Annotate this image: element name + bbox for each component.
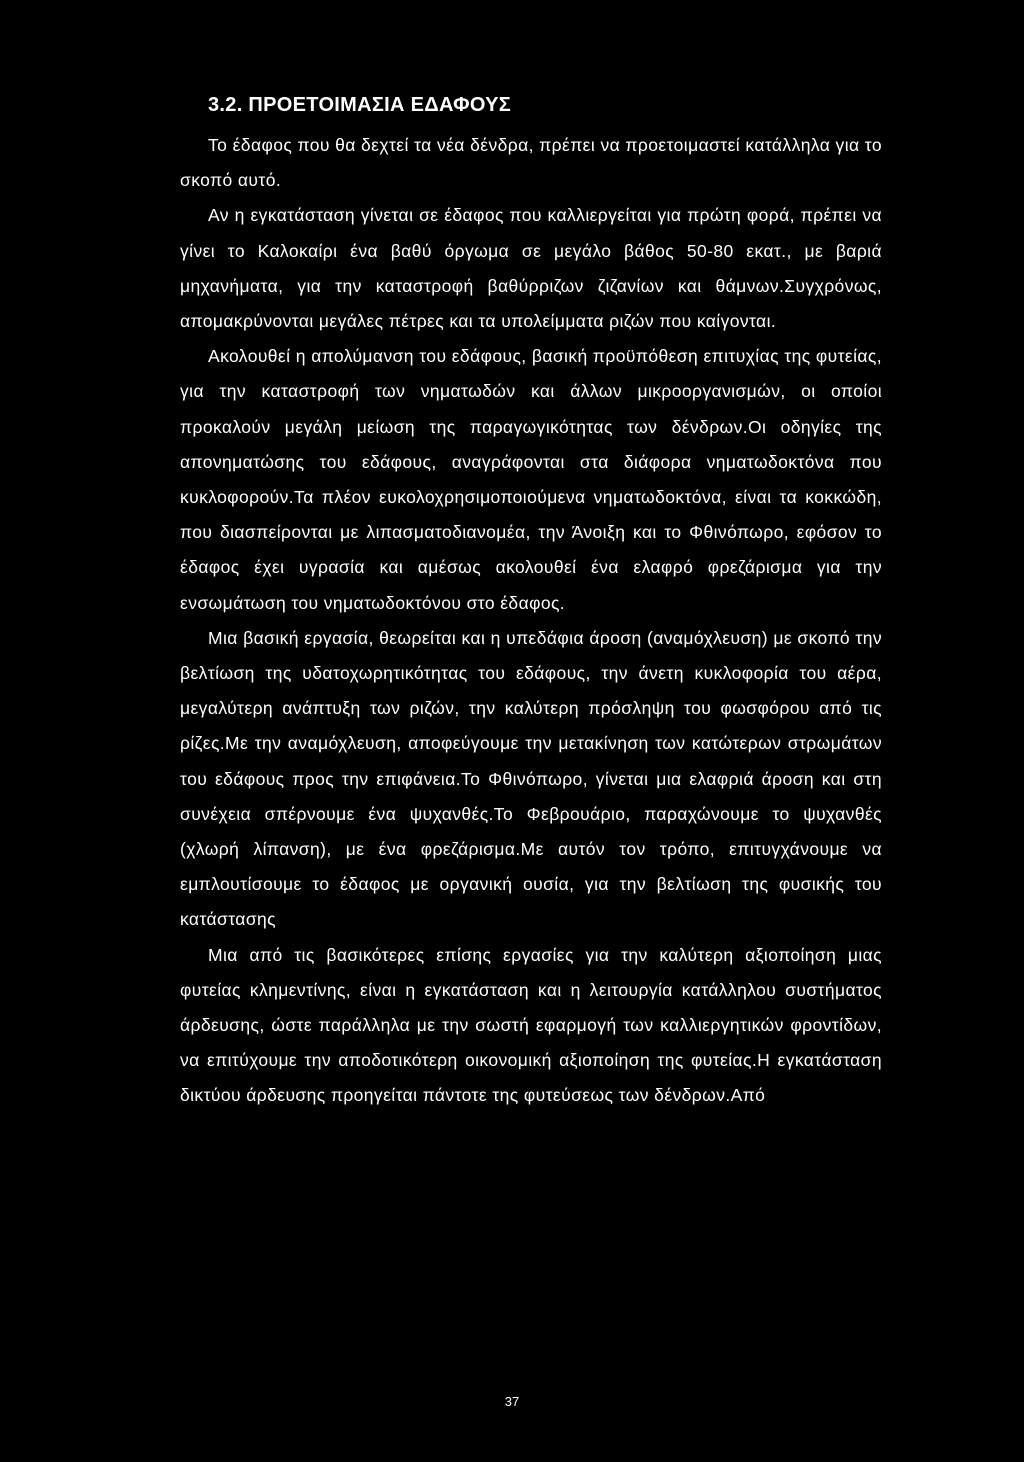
paragraph-2: Αν η εγκατάσταση γίνεται σε έδαφος που καλλιεργείται για πρώτη φορά, πρέπει να γίνει το Καλοκαίρι ένα βαθύ όργωμα σε μεγάλο βάθος 50-80 εκατ., με βαριά μηχανήματα, για την καταστροφή βαθύρριζων ζιζανίων και θάμνων.Συγχρόνως, απομακρύνονται μεγάλες πέτρες και τα υπολείμματα ριζών που καίγονται. [180, 205, 882, 332]
body-text [180, 128, 882, 1114]
section-heading: 3.2. ΠΡΟΕΤΟΙΜΑΣΙΑ ΕΔΑΦΟΥΣ [208, 94, 512, 116]
paragraph-5: Μια από τις βασικότερες επίσης εργασίες για την καλύτερη αξιοποίηση μιας φυτείας κλημεντίνης, είναι η εγκατάσταση και η λειτουργία κατάλληλου συστήματος άρδευσης, ώστε παράλληλα με την σωστή εφαρμογή των καλλιεργητικών φροντίδων, να επιτύχουμε την αποδοτικότερη οικονομική αξιοποίηση της φυτείας.Η εγκατάσταση δικτύου άρδευσης προηγείται πάντοτε της φυτεύσεως των δένδρων.Από [180, 944, 882, 1106]
paragraph-3: Ακολουθεί η απολύμανση του εδάφους, βασική προϋπόθεση επιτυχίας της φυτείας, για την καταστροφή των νηματωδών και άλλων μικροοργανισμών, οι οποίοι προκαλούν μεγάλη μείωση της παραγωγικότητας των δένδρων.Οι οδηγίες της απονηματώσης του εδάφους, αναγράφονται στα διάφορα νηματωδοκτόνα που κυκλοφορούν.Τα πλέον ευκολοχρησιμοποιούμενα νηματωδοκτόνα, είναι τα κοκκώδη, που διασπείρονται με λιπασματοδιανομέα, την Άνοιξη και το Φθινόπωρο, εφόσον το έδαφος έχει υγρασία και αμέσως ακολουθεί ένα ελαφρό φρεζάρισμα για την ενσωμάτωση του νηματωδοκτόνου στο έδαφος. [180, 346, 882, 613]
paragraph-1: Το έδαφος που θα δεχτεί τα νέα δένδρα, πρέπει να προετοιμαστεί κατάλληλα για το σκοπό αυτό. [180, 135, 882, 191]
page-number: 37 [504, 1394, 520, 1409]
paragraph-4: Μια βασική εργασία, θεωρείται και η υπεδάφια άροση (αναμόχλευση) με σκοπό την βελτίωση της υδατοχωρητικότητας του εδάφους, την άνετη κυκλοφορία του αέρα, μεγαλύτερη ανάπτυξη των ριζών, την καλύτερη πρόσληψη του φωσφόρου από τις ρίζες.Με την αναμόχλευση, αποφεύγουμε την μετακίνηση των κατώτερων στρωμάτων του εδάφους προς την επιφάνεια.Το Φθινόπωρο, γίνεται μια ελαφριά άροση και στη συνέχεια σπέρνουμε ένα ψυχανθές.Το Φεβρουάριο, παραχώνουμε το ψυχανθές (χλωρή λίπανση), με ένα φρεζάρισμα.Με αυτόν τον τρόπο, επιτυγχάνουμε να εμπλουτίσουμε το έδαφος με οργανική ουσία, για την βελτίωση της φυσικής του κατάστασης [180, 627, 882, 930]
